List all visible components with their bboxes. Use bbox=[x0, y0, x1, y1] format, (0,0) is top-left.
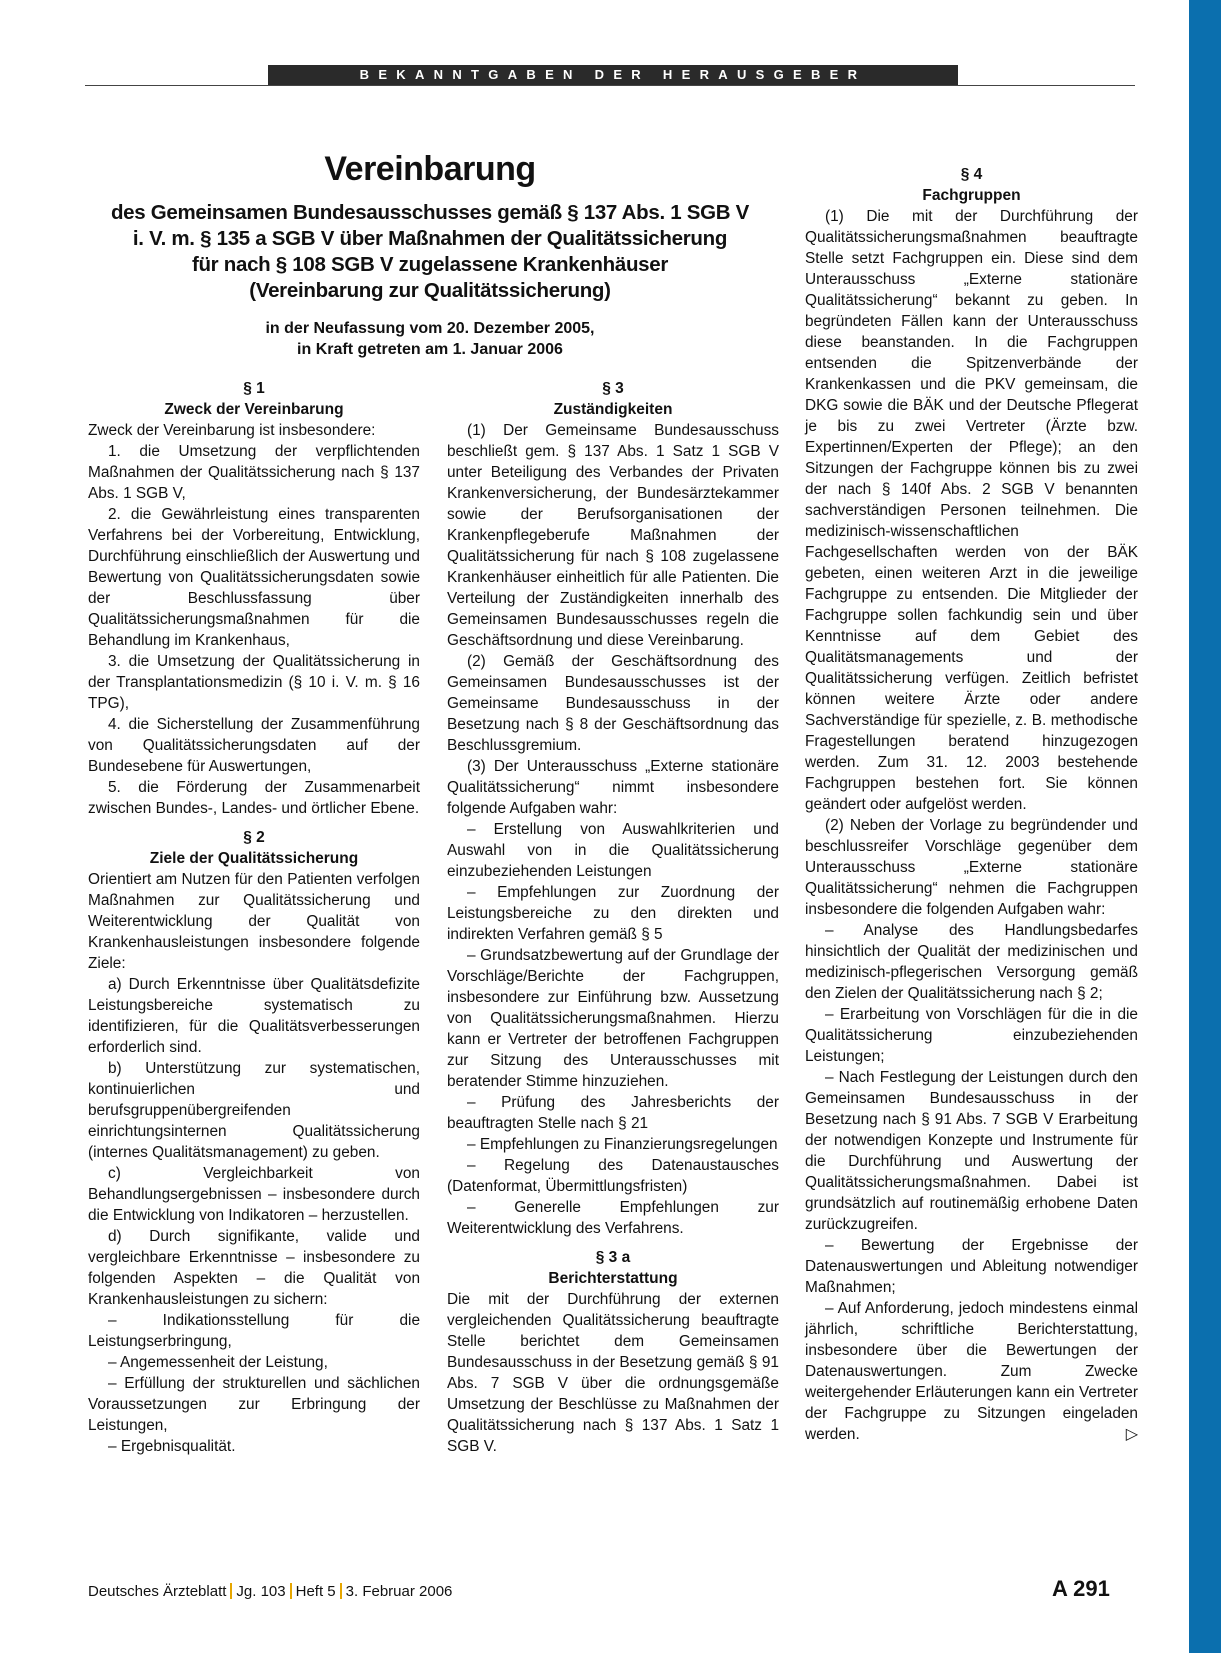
section-title: Zweck der Vereinbarung bbox=[164, 401, 344, 418]
list-item: – Angemessenheit der Leistung, bbox=[108, 1354, 328, 1371]
list-item: – Generelle Empfehlungen zur Weiterentwicklung des Verfahrens. bbox=[447, 1199, 779, 1237]
paragraph: Orientiert am Nutzen für den Patienten verfolgen Maßnahmen zur Qualitätssicherung und Weiterentwicklung der Qualität von Krankenhausleistungen insbesondere folgende Ziele: bbox=[88, 871, 420, 972]
list-item: – Auf Anforderung, jedoch mindestens einmal jährlich, schriftliche Berichterstattung, insbesondere über die Bewertungen der Datenauswertungen. Zum Zwecke weitergehender Erläuterungen kann ein Vertreter der Fachgruppe zu Sitzungen eingeladen werden. bbox=[805, 1300, 1138, 1443]
journal-name: Deutsches Ärzteblatt bbox=[88, 1583, 227, 1600]
section-number: § 4 bbox=[960, 166, 983, 183]
paragraph: (2) Neben der Vorlage zu begründender und beschlussreifer Vorschläge gegenüber dem Unterausschuss „Externe stationäre Qualitätssicherung“ nehmen die Fachgruppen insbesondere die folgenden Aufgaben wahr: bbox=[805, 817, 1138, 918]
subtitle-line: (Vereinbarung zur Qualitätssicherung) bbox=[249, 279, 611, 302]
list-item: 3. die Umsetzung der Qualitätssicherung in der Transplantationsmedizin (§ 10 i. V. m. § 16 TPG), bbox=[88, 653, 420, 712]
list-item: b) Unterstützung zur systematischen, kontinuierlichen und berufsgruppenübergreifenden einrichtungsinternen Qualitätssicherung (internes Qualitätsmanagement) zu geben. bbox=[88, 1060, 420, 1161]
version-line: in der Neufassung vom 20. Dezember 2005, bbox=[265, 320, 595, 337]
issue: Heft 5 bbox=[295, 1583, 336, 1600]
subtitle-line: des Gemeinsamen Bundesausschusses gemäß § 137 Abs. 1 SGB V bbox=[110, 201, 750, 224]
list-item: – Regelung des Datenaustausches (Datenformat, Übermittlungsfristen) bbox=[447, 1157, 779, 1195]
list-item: – Grundsatzbewertung auf der Grundlage der Vorschläge/Berichte der Fachgruppen, insbesondere zur Einführung bzw. Aussetzung von Qualitätssicherungsmaßnahmen. Hierzu kann er Vertreter der betroffenen Fachgruppen zur Sitzung des Unterausschusses mit beratender Stimme hinzuziehen. bbox=[447, 947, 779, 1090]
list-item: – Ergebnisqualität. bbox=[108, 1438, 236, 1455]
subtitle-line: für nach § 108 SGB V zugelassene Krankenhäuser bbox=[191, 253, 669, 276]
subtitle-line: i. V. m. § 135 a SGB V über Maßnahmen der Qualitätssicherung bbox=[132, 227, 728, 250]
document-title: Vereinbarung bbox=[324, 150, 536, 188]
section-number: § 3 bbox=[602, 380, 624, 397]
issue-date: 3. Februar 2006 bbox=[345, 1583, 453, 1600]
list-item: – Empfehlungen zur Zuordnung der Leistungsbereiche zu den direkten und indirekten Verfahren gemäß § 5 bbox=[447, 884, 779, 943]
paragraph: (1) Der Gemeinsame Bundesausschuss beschließt gem. § 137 Abs. 1 Satz 1 SGB V unter Beteiligung des Verbandes der Privaten Krankenversicherung, der Bundesärztekammer sowie der Berufsorganisationen der Krankenpflegeberufe Maßnahmen der Qualitätssicherung für nach § 108 zugelassene Krankenhäuser einheitlich für alle Patienten. Die Verteilung der Zuständigkeiten innerhalb des Gemeinsamen Bundesausschusses regeln die Geschäftsordnung und diese Vereinbarung. bbox=[447, 422, 779, 649]
column-middle bbox=[447, 378, 779, 1457]
list-item: – Erstellung von Auswahlkriterien und Auswahl von in die Qualitätssicherung einzubeziehenden Leistungen bbox=[447, 821, 779, 880]
list-item: – Nach Festlegung der Leistungen durch den Gemeinsamen Bundesausschuss in der Besetzung nach § 91 Abs. 7 SGB V Erarbeitung der notwendigen Konzepte und Instrumente für die Durchführung und Auswertung der Qualitätssicherungsmaßnahmen. Dabei ist grundsätzlich auf routinemäßig erhobene Daten zurückzugreifen. bbox=[805, 1069, 1138, 1233]
list-item: 5. die Förderung der Zusammenarbeit zwischen Bundes-, Landes- und örtlicher Ebene. bbox=[88, 779, 420, 817]
paragraph: (1) Die mit der Durchführung der Qualitätssicherungsmaßnahmen beauftragte Stelle setzt Fachgruppen ein. Diese sind dem Unterausschuss „Externe stationäre Qualitätssicherung“ bekannt zu geben. In begründeten Fällen kann der Unterausschuss diese beanstanden. In die Fachgruppen entsenden die Spitzenverbände der Krankenkassen und die PKV gemeinsam, die DKG sowie die BÄK und der Deutsche Pflegerat je bis zu zwei Vertreter (Ärzte bzw. Expertinnen/Experten der Pflege); an den Sitzungen der Fachgruppe können bis zu zwei der nach § 140f Abs. 2 SGB V benannten sachverständigen Personen teilnehmen. Die medizinisch-wissenschaftlichen Fachgesellschaften werden von der BÄK gebeten, einen weiteren Arzt in die jeweilige Fachgruppe zu entsenden. Die Mitglieder der Fachgruppe sollen fachkundig sein und über Kenntnisse auf dem Gebiet des Qualitätsmanagements und der Qualitätssicherung verfügen. Zeitlich befristet können weitere Ärzte oder andere Sachverständige für spezielle, z. B. methodische Fragestellungen beratend hinzugezogen werden. Zum 31. 12. 2003 bestehende Fachgruppen bestehen fort. Sie können geändert oder aufgelöst werden. bbox=[805, 208, 1138, 813]
list-item: d) Durch signifikante, valide und vergleichbare Erkenntnisse – insbesondere zu folgenden Aspekten – die Qualität von Krankenhausleistungen zu sichern: bbox=[88, 1228, 420, 1308]
version-line: in Kraft getreten am 1. Januar 2006 bbox=[297, 341, 563, 358]
paragraph: Die mit der Durchführung der externen vergleichenden Qualitätssicherung beauftragte Stelle berichtet dem Gemeinsamen Bundesausschuss in der Besetzung gemäß § 91 Abs. 7 SGB V über die ordnungsgemäße Umsetzung der Beschlüsse zu Maßnahmen der Qualitätssicherung nach § 137 Abs. 1 Satz 1 SGB V. bbox=[447, 1291, 779, 1455]
volume: Jg. 103 bbox=[236, 1583, 286, 1600]
side-color-bar bbox=[1189, 0, 1221, 1653]
list-item: c) Vergleichbarkeit von Behandlungsergebnissen – insbesondere durch die Entwicklung von Indikatoren – herzustellen. bbox=[88, 1165, 420, 1224]
paragraph: Zweck der Vereinbarung ist insbesondere: bbox=[88, 422, 376, 439]
section-header-band: BEKANNTGABEN DER HERAUSGEBER bbox=[268, 65, 958, 85]
list-item: – Prüfung des Jahresberichts der beauftragten Stelle nach § 21 bbox=[447, 1094, 779, 1132]
version-note bbox=[180, 318, 680, 360]
list-item: – Empfehlungen zu Finanzierungsregelungen bbox=[467, 1136, 778, 1153]
footer-separator bbox=[230, 1583, 232, 1599]
paragraph: (2) Gemäß der Geschäftsordnung des Gemeinsamen Bundesausschusses ist der Gemeinsame Bundesausschuss in der Besetzung nach § 8 der Geschäftsordnung das Beschlussgremium. bbox=[447, 653, 779, 754]
list-item: – Analyse des Handlungsbedarfes hinsichtlich der Qualität der medizinischen und medizinisch-pflegerischen Versorgung gemäß den Zielen der Qualitätssicherung nach § 2; bbox=[805, 922, 1138, 1002]
list-item: a) Durch Erkenntnisse über Qualitätsdefizite Leistungsbereiche systematisch zu identifizieren, für die Qualitätsverbesserungen erforderlich sind. bbox=[88, 976, 420, 1056]
section-title: Zuständigkeiten bbox=[553, 401, 673, 418]
page-number: A 291 bbox=[1052, 1576, 1110, 1601]
section-title: Berichterstattung bbox=[548, 1270, 678, 1287]
section-number: § 3 a bbox=[595, 1249, 631, 1266]
section-number: § 1 bbox=[243, 380, 265, 397]
section-title: Ziele der Qualitätssicherung bbox=[149, 850, 359, 867]
column-left bbox=[88, 378, 420, 1457]
list-item: 2. die Gewährleistung eines transparenten Verfahrens bei der Vorbereitung, Entwicklung, Durchführung einschließlich der Auswertung und Bewertung von Qualitätssicherungsdaten sowie der Beschlussfassung über Qualitätssicherungsmaßnahmen für die Behandlung im Krankenhaus, bbox=[88, 506, 420, 649]
section-title: Fachgruppen bbox=[922, 187, 1021, 204]
footer-citation bbox=[88, 1583, 452, 1600]
list-item: 1. die Umsetzung der verpflichtenden Maßnahmen der Qualitätssicherung nach § 137 Abs. 1 SGB V, bbox=[88, 443, 420, 502]
column-right bbox=[805, 164, 1138, 1445]
document-subtitle bbox=[100, 200, 760, 304]
paragraph: (3) Der Unterausschuss „Externe stationäre Qualitätssicherung“ nimmt insbesondere folgende Aufgaben wahr: bbox=[447, 758, 779, 817]
footer-separator bbox=[290, 1583, 292, 1599]
continue-arrow-icon: ▷ bbox=[1125, 1426, 1138, 1443]
list-item: 4. die Sicherstellung der Zusammenführung von Qualitätssicherungsdaten auf der Bundesebene für Auswertungen, bbox=[88, 716, 420, 775]
list-item: – Erarbeitung von Vorschlägen für die in die Qualitätssicherung einzubeziehenden Leistungen; bbox=[805, 1006, 1138, 1065]
list-item: – Indikationsstellung für die Leistungserbringung, bbox=[88, 1312, 420, 1350]
header-rule bbox=[85, 85, 1135, 86]
list-item: – Bewertung der Ergebnisse der Datenauswertungen und Ableitung notwendiger Maßnahmen; bbox=[805, 1237, 1138, 1296]
list-item: – Erfüllung der strukturellen und sächlichen Voraussetzungen zur Erbringung der Leistungen, bbox=[88, 1375, 420, 1434]
section-number: § 2 bbox=[243, 829, 265, 846]
footer-separator bbox=[340, 1583, 342, 1599]
